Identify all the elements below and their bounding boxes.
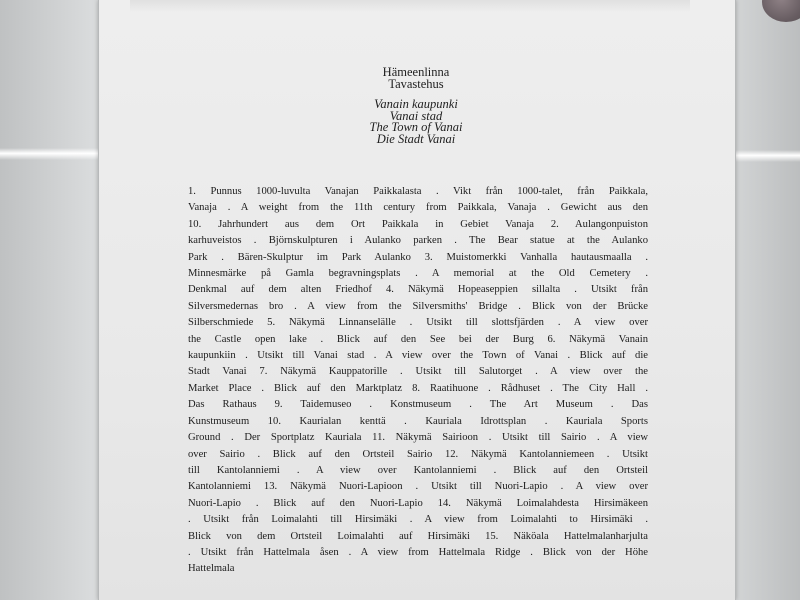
caption-line: Vanaja . A weight from the 11th century from Paikkala, Vanaja . Gewicht aus den: [188, 202, 648, 214]
caption-line: . Utsikt från Hattelmala åsen . A view from Hattelmala Ridge . Blick von der Höhe: [188, 546, 648, 558]
subtitle-line-english: The Town of Vanai: [369, 120, 463, 134]
subtitle-line-finnish: Vanain kaupunki: [374, 97, 458, 111]
caption-line: Kunstmuseum 10. Kaurialan kenttä . Kauriala Idrottsplan . Kauriala Sports: [188, 415, 648, 427]
caption-line: Denkmal auf dem alten Friedhof 4. Näkymä Hopeaseppien sillalta . Utsikt från: [188, 284, 648, 296]
title-line-swedish: Tavastehus: [388, 77, 444, 91]
page-title: [98, 66, 734, 90]
caption-line: Ground . Der Sportplatz Kauriala 11. Näkymä Sairioon . Utsikt till Sairio . A view: [188, 432, 648, 444]
caption-line: Minnesmärke på Gamla begravningsplats . A memorial at the Old Cemetery .: [188, 268, 648, 280]
caption-line: 1. Punnus 1000-luvulta Vanajan Paikkalasta . Vikt från 1000-talet, från Paikkala,: [188, 186, 648, 197]
caption-line: the Castle open lake . Blick auf den See bei der Burg 6. Näkymä Vanain: [188, 333, 648, 345]
caption-line: Hattelmala: [188, 563, 235, 575]
caption-text: [188, 184, 648, 578]
caption-line: Stadt Vanai 7. Näkymä Kauppatorille . Utsikt till Salutorget . A view over the: [188, 366, 648, 378]
caption-line: Silberschmiede 5. Näkymä Linnanselälle . Utsikt till slottsfjärden . A view over: [188, 317, 648, 329]
caption-line: Kantolanniemi 13. Näkymä Nuori-Lapioon . Utsikt till Nuori-Lapio . A view over: [188, 481, 648, 493]
panel-shadow: [130, 0, 690, 12]
caption-line: karhuveistos . Björnskulpturen i Aulanko parken . The Bear statue at the Aulanko: [188, 235, 648, 247]
caption-line: Silversmedernas bro . A view from the Silversmiths' Bridge . Blick von der Brücke: [188, 300, 648, 312]
subtitle-line-german: Die Stadt Vanai: [376, 131, 456, 146]
subtitle: [98, 99, 734, 145]
caption-line: kaupunkiin . Utsikt till Vanai stad . A view over the Town of Vanai . Blick auf die: [188, 350, 648, 362]
caption-line: till Kantolanniemi . A view over Kantolanniemi . Blick auf den Ortsteil: [188, 464, 648, 476]
caption-line: Nuori-Lapio . Blick auf den Nuori-Lapio 14. Näkymä Loimalahdesta Hirsimäkeen: [188, 497, 648, 509]
subtitle-line-swedish: Vanai stad: [389, 108, 443, 123]
caption-line: . Utsikt från Loimalahti till Hirsimäki . A view from Loimalahti to Hirsimäki .: [188, 514, 648, 526]
title-line-finnish: Hämeenlinna: [382, 65, 450, 79]
caption-line: Blick von dem Ortsteil Loimalahti auf Hirsimäki 15. Näköala Hattelmalanharjulta: [188, 530, 648, 542]
caption-line: over Sairio . Blick auf den Ortsteil Sairio 12. Näkymä Kantolanniemeen . Utsikt: [188, 448, 648, 460]
caption-line: Market Place . Blick auf den Marktplatz 8. Raatihuone . Rådhuset . The City Hall .: [188, 382, 648, 394]
caption-line: 10. Jahrhundert aus dem Ort Paikkala in Gebiet Vanaja 2. Aulangonpuiston: [188, 218, 648, 230]
caption-line: Park . Bären-Skulptur im Park Aulanko 3. Muistomerkki Vanhalla hautausmaalla .: [188, 251, 648, 263]
caption-line: Das Rathaus 9. Taidemuseo . Konstmuseum . The Art Museum . Das: [188, 399, 648, 411]
